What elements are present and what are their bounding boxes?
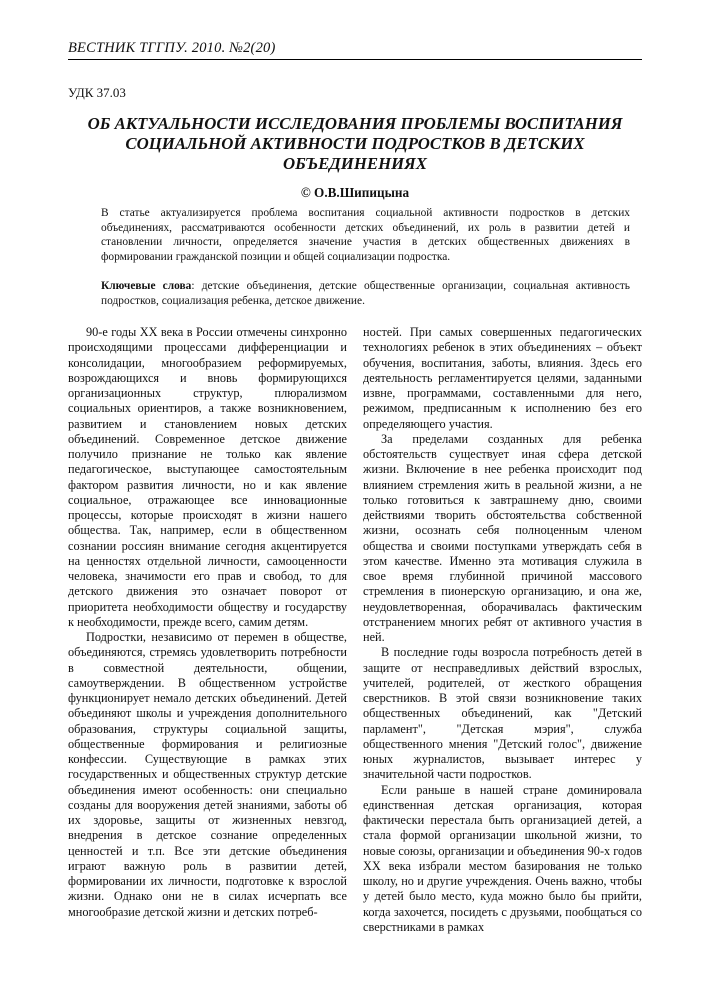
paragraph: Подростки, независимо от перемен в обществе, объединяются, стремясь удовлетворить потребности в совместной деятельности, общении, самоутверждении. В общественном устройстве функционирует немало детских объединений. Детей объединяют школы и учреждения дополнительного образования, структуры социальной защиты, общественные формирования и религиозные конфессии. Существующие в рамках этих государственных и общественных структур детские объединения имеют особенность: они специально созданы для вооружения детей знаниями, заботы об их здоровье, защиты от жизненных невзгод, внедрения в детское сознание определенных ценностей и т.п. Все эти детские объединения играют важную роль в развитии детей, формировании их личности, подготовке к взрослой жизни. Однако они не в силах исчерпать все многообразие детской жизни и детских потреб- [68, 630, 347, 919]
header-rule [68, 59, 642, 60]
paragraph: Если раньше в нашей стране доминировала единственная детская организация, которая фактически перестала быть организацией детей, а стала формой организации школьной жизни, то новые союзы, организации и объединения 90-х годов XX века избрали местом базирования не только школу, но и другие учреждения. Очень важно, чтобы у детей было место, куда можно было бы прийти, когда захочется, посидеть с друзьями, пообщаться со сверстниками в рамках [363, 782, 643, 934]
udc-code: УДК 37.03 [68, 85, 126, 100]
keywords-label: Ключевые слова [101, 280, 192, 293]
keywords [101, 279, 630, 308]
left-column [68, 325, 347, 965]
right-column [363, 325, 642, 965]
paragraph: 90-е годы XX века в России отмечены синхронно происходящими процессами дифференциации и консолидации, многообразием реформируемых, возрождающихся и вновь формирующихся организационных структур, плюрализмом социальных ориентиров, а также возникновением, развитием и становлением новых детских объединений. Современное детское движение получило признание не только как явление педагогическое, выступающее самостоятельным фактором развития личности, но и как явление социальное, отражающее все инновационные процессы, которые происходят в жизни нашего общества. Так, например, если в общественном сознании россиян внимание сегодня акцентируется на ценностях отдельной личности, самооценности человека, значимости его прав и свобод, то для детского движения это означает поворот от приоритета необходимости обществу и государству к необходимости, прежде всего, самим детям. [68, 325, 347, 629]
article-title: ОБ АКТУАЛЬНОСТИ ИССЛЕДОВАНИЯ ПРОБЛЕМЫ ВОСПИТАНИЯ СОЦИАЛЬНОЙ АКТИВНОСТИ ПОДРОСТКОВ В ДЕТСКИХ ОБЪЕДИНЕНИЯХ [87, 114, 623, 173]
article-author: © О.В.Шипицына [300, 185, 410, 200]
keywords-text: : детские объединения, детские общественные организации, социальная активность подростков, социализация ребенка, детское движение. [101, 280, 630, 307]
page-header-block [68, 38, 642, 309]
article-body [68, 325, 642, 965]
journal-header: ВЕСТНИК ТГГПУ. 2010. №2(20) [68, 40, 276, 56]
paragraph-continuation: ностей. При самых совершенных педагогических технологиях ребенок в этих объединениях – объект обучения, воспитания, заботы, влияния. Здесь его деятельность регламентируется целями, заданными извне, программами, составленными для него, режимом, предписанным к исполнению без его определяющего участия. [363, 325, 642, 431]
abstract: В статье актуализируется проблема воспитания социальной активности подростков в детских объединениях, рассматриваются особенности детских объединений, их роль в развитии детей и становлении личности, определяется значение участия в детских общественных движениях в формировании гражданской позиции и общей социализации подростка. [101, 207, 630, 263]
paragraph: В последние годы возросла потребность детей в защите от несправедливых действий взрослых, учителей, родителей, от жесткого обращения сверстников. В этой связи возникновение таких общественных объединений, как "Детский парламент", "Детская мэрия", служба общественного мнения "Детский голос", движение юных журналистов, вызывает интерес у значительной части подростков. [363, 645, 642, 782]
paragraph: За пределами созданных для ребенка обстоятельств существует иная сфера детской жизни. Включение в нее ребенка происходит под влиянием стремления жить в реальной жизни, а не только готовиться к завтрашнему дню, своими действиями творить обстоятельства собственной жизни, осознать себя полноценным членом общества и своими поступками утверждать себя в этом качестве. Именно эта мотивация служила в свое время глубинной причиной массового стремления в пионерскую организацию, и она же, неудовлетворенная, оборачивалась фактическим отстранением многих ребят от активного участия в ней. [363, 431, 642, 644]
